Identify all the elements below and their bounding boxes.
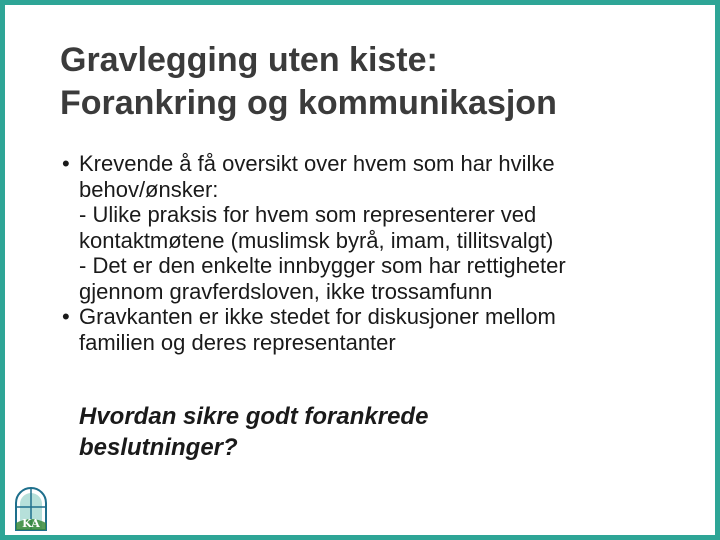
bullet-1-line-1: Krevende å få oversikt over hvem som har hvilke bbox=[79, 151, 555, 176]
slide-title bbox=[60, 39, 680, 125]
bullet-1-line-3: - Ulike praksis for hvem som representerer ved bbox=[79, 202, 537, 227]
title-line-1: Gravlegging uten kiste: bbox=[60, 41, 438, 79]
bullet-list bbox=[60, 151, 690, 355]
question-line-2: beslutninger? bbox=[79, 434, 238, 461]
question-line-1: Hvordan sikre godt forankrede bbox=[79, 403, 429, 430]
window-arch-logo-icon bbox=[13, 485, 49, 531]
question-text bbox=[79, 401, 639, 463]
bullet-dot-icon: • bbox=[62, 304, 70, 329]
bullet-1-line-5: - Det er den enkelte innbygger som har rettigheter bbox=[79, 253, 566, 278]
bullet-2-line-1: Gravkanten er ikke stedet for diskusjoner mellom bbox=[79, 304, 556, 329]
bullet-2-line-2: familien og deres representanter bbox=[79, 329, 396, 355]
title-line-2: Forankring og kommunikasjon bbox=[60, 84, 557, 122]
bullet-item-overview bbox=[60, 151, 690, 304]
bullet-1-line-2: behov/ønsker: bbox=[79, 176, 219, 202]
bullet-1-line-4: kontaktmøtene (muslimsk byrå, imam, tillitsvalgt) bbox=[79, 227, 554, 253]
bullet-1-line-6: gjennom gravferdsloven, ikke trossamfunn bbox=[79, 278, 493, 304]
logo-text: KA bbox=[22, 517, 40, 530]
bullet-item-gravkanten bbox=[60, 304, 690, 355]
bullet-dot-icon: • bbox=[62, 151, 70, 176]
